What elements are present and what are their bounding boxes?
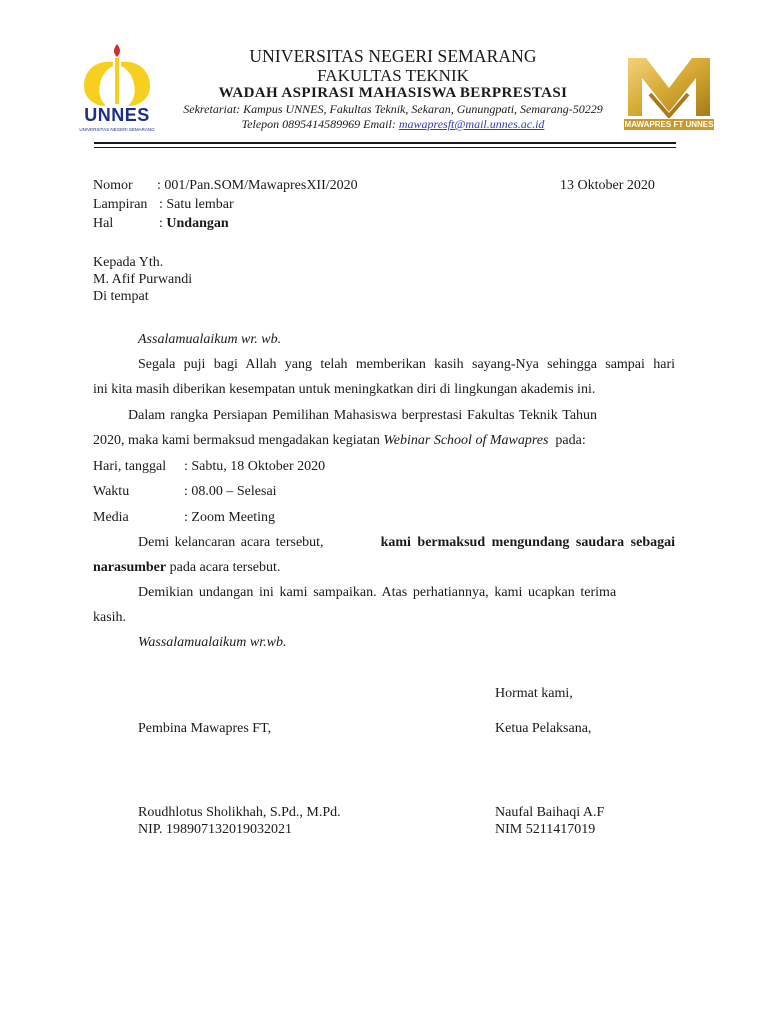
faculty-name: FAKULTAS TEKNIK bbox=[317, 66, 469, 85]
left-signer-id: NIP. 198907132019032021 bbox=[138, 822, 293, 837]
paragraph-4-line-1: Demikian undangan ini kami sampaikan. Atas perhatiannya, kami ucapkan terima bbox=[138, 585, 617, 600]
paragraph-1-line-2: ini kita masih diberikan kesempatan untuk meningkatkan diri di lingkungan akademis ini. bbox=[93, 382, 596, 397]
mawapres-logo bbox=[624, 54, 714, 132]
organization-name: WADAH ASPIRASI MAHASISWA BERPRESTASI bbox=[218, 85, 568, 101]
p3-text-a: Demi kelancaran acara tersebut, bbox=[138, 535, 330, 550]
right-signer-role: Ketua Pelaksana, bbox=[495, 721, 592, 736]
hal-value bbox=[159, 215, 229, 232]
contact-line bbox=[160, 117, 626, 132]
paragraph-4-line-2: kasih. bbox=[93, 610, 127, 625]
mawapres-logo-text: MAWAPRES FT UNNES bbox=[624, 120, 714, 129]
lampiran-label: Lampiran bbox=[93, 197, 148, 212]
mawapres-m-icon bbox=[624, 54, 714, 118]
nomor-value: : 001/Pan.SOM/MawapresXII/2020 bbox=[157, 178, 358, 193]
letter-date: 13 Oktober 2020 bbox=[560, 178, 655, 193]
unnes-logo-text: UNNES bbox=[84, 105, 150, 125]
recipient-name: M. Afif Purwandi bbox=[93, 272, 193, 287]
opening-salutation: Assalamualaikum wr. wb. bbox=[138, 332, 282, 347]
paragraph-3-line-1 bbox=[138, 534, 675, 551]
left-signer-role: Pembina Mawapres FT, bbox=[138, 721, 272, 736]
paragraph-2-line-2 bbox=[93, 432, 586, 449]
paragraph-2-line-1: Dalam rangka Persiapan Pemilihan Mahasiswa berprestasi Fakultas Teknik Tahun bbox=[128, 408, 598, 423]
left-signer-name: Roudhlotus Sholikhah, S.Pd., M.Pd. bbox=[138, 805, 341, 820]
header-divider-thin bbox=[94, 147, 676, 148]
recipient-location: Di tempat bbox=[93, 289, 149, 304]
p3-narasumber: narasumber bbox=[93, 560, 167, 575]
paragraph-1-line-1: Segala puji bagi Allah yang telah memberikan kasih sayang-Nya sehingga sampai hari bbox=[138, 357, 675, 372]
hal-subject: Undangan bbox=[166, 216, 229, 231]
hal-label: Hal bbox=[93, 216, 114, 231]
unnes-logo-subtext: UNIVERSITAS NEGERI SEMARANG bbox=[79, 127, 155, 132]
university-name: UNIVERSITAS NEGERI SEMARANG bbox=[249, 46, 537, 66]
secretariat-address: Sekretariat: Kampus UNNES, Fakultas Teknik, Sekaran, Gunungpati, Semarang-50229 bbox=[183, 102, 603, 116]
right-signer-name: Naufal Baihaqi A.F bbox=[495, 805, 605, 820]
hal-colon: : bbox=[159, 216, 163, 231]
detail-value-time: : 08.00 – Selesai bbox=[184, 484, 277, 499]
right-signer-id: NIM 5211417019 bbox=[495, 822, 596, 837]
detail-label-time: Waktu bbox=[93, 484, 130, 499]
detail-value-media: : Zoom Meeting bbox=[184, 510, 275, 525]
recipient-greeting: Kepada Yth. bbox=[93, 255, 164, 270]
unnes-logo bbox=[76, 36, 158, 140]
p2-text-a: 2020, maka kami bermaksud mengadakan kegiatan bbox=[93, 433, 384, 448]
header-divider-thick bbox=[94, 142, 676, 144]
p3-emphasis: kami bermaksud mengundang saudara sebagai bbox=[380, 535, 675, 550]
phone-label: Telepon 0895414589969 Email: bbox=[241, 117, 399, 131]
paragraph-3-line-2 bbox=[93, 559, 280, 576]
email-link[interactable]: mawapresft@mail.unnes.ac.id bbox=[398, 117, 545, 131]
nomor-label: Nomor bbox=[93, 178, 133, 193]
p3-text-c: pada acara tersebut. bbox=[166, 560, 281, 575]
p2-event-name: Webinar School of Mawapres bbox=[383, 433, 549, 448]
regards-text: Hormat kami, bbox=[495, 686, 573, 701]
detail-value-date: : Sabtu, 18 Oktober 2020 bbox=[184, 459, 326, 474]
closing-salutation: Wassalamualaikum wr.wb. bbox=[138, 635, 287, 650]
detail-label-media: Media bbox=[93, 510, 129, 525]
lampiran-value: : Satu lembar bbox=[159, 197, 234, 212]
p2-text-b: pada: bbox=[548, 433, 586, 448]
detail-label-date: Hari, tanggal bbox=[93, 459, 167, 474]
